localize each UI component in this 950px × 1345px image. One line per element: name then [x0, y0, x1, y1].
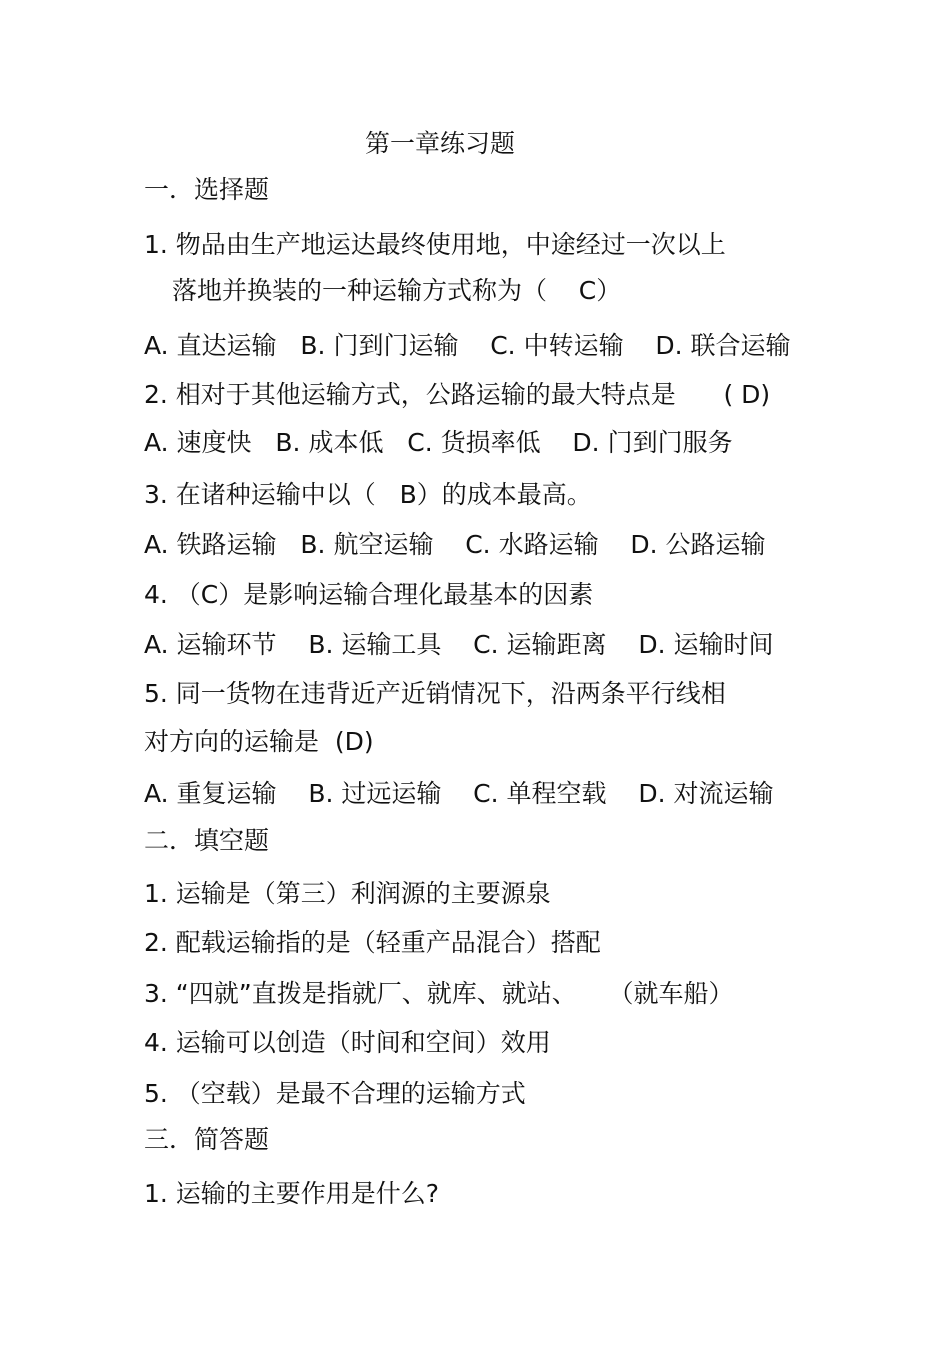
fill-4: 4. 运输可以创造（时间和空间）效用 — [144, 1028, 551, 1057]
fill-1: 1. 运输是（第三）利润源的主要源泉 — [144, 879, 551, 908]
question-2-options: A. 速度快 B. 成本低 C. 货损率低 D. 门到门服务 — [144, 428, 733, 457]
fill-2: 2. 配载运输指的是（轻重产品混合）搭配 — [144, 928, 601, 957]
question-1-options: A. 直达运输 B. 门到门运输 C. 中转运输 D. 联合运输 — [144, 331, 791, 360]
section-heading-choice: 一．选择题 — [144, 175, 270, 204]
question-1-line-1: 1. 物品由生产地运达最终使用地，中途经过一次以上 — [144, 230, 726, 259]
fill-3: 3. “四就”直拨是指就厂、就库、就站、 （就车船） — [144, 979, 734, 1008]
question-5-options: A. 重复运输 B. 过远运输 C. 单程空载 D. 对流运输 — [144, 779, 774, 808]
question-5-line-2: 对方向的运输是 (D) — [144, 727, 374, 756]
page-title: 第一章练习题 — [364, 129, 515, 158]
question-5-line-1: 5. 同一货物在违背近产近销情况下，沿两条平行线相 — [144, 679, 726, 708]
question-1-line-2: 落地并换装的一种运输方式称为（ C） — [172, 276, 622, 305]
section-heading-short-answer: 三．简答题 — [144, 1125, 270, 1154]
short-answer-1: 1. 运输的主要作用是什么? — [144, 1179, 440, 1208]
question-2: 2. 相对于其他运输方式，公路运输的最大特点是 ( D) — [144, 380, 771, 409]
question-3-options: A. 铁路运输 B. 航空运输 C. 水路运输 D. 公路运输 — [144, 530, 766, 559]
question-3: 3. 在诸种运输中以（ B）的成本最高。 — [144, 480, 592, 509]
section-heading-fill: 二．填空题 — [144, 826, 270, 855]
question-4-options: A. 运输环节 B. 运输工具 C. 运输距离 D. 运输时间 — [144, 630, 774, 659]
fill-5: 5. （空载）是最不合理的运输方式 — [144, 1079, 526, 1108]
question-4: 4. （C）是影响运输合理化最基本的因素 — [144, 580, 594, 609]
